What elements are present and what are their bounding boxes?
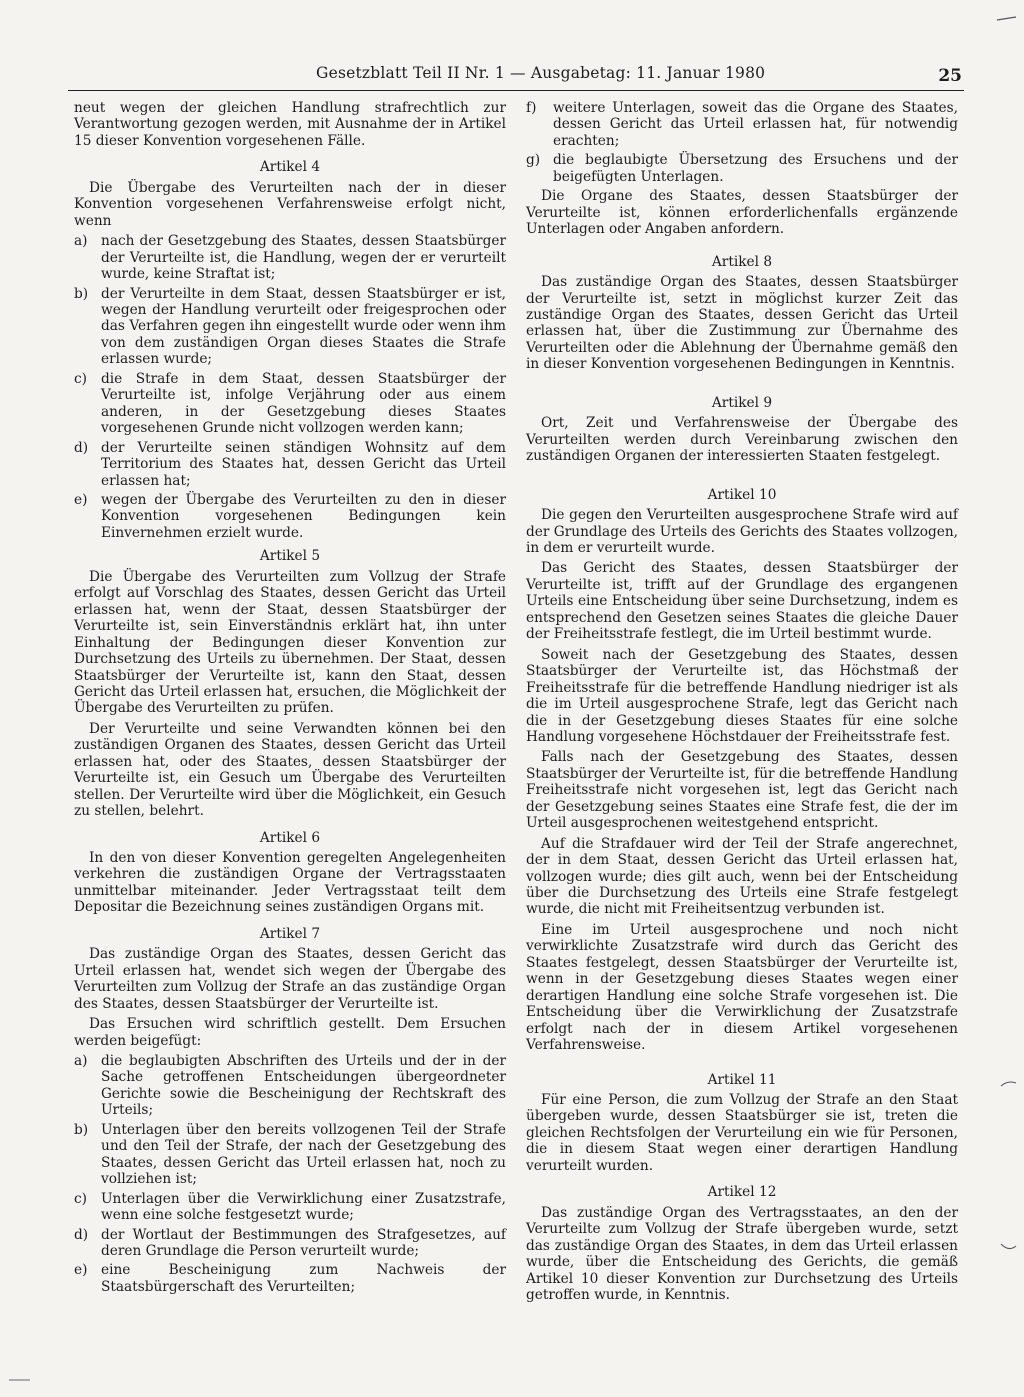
paragraph: Ort, Zeit und Verfahrensweise der Übergabe des Verurteilten werden durch Vereinbarung zwischen den zuständigen Organen der interessierten Staaten festgelegt. xyxy=(526,415,958,465)
article-heading: Artikel 9 xyxy=(711,394,773,411)
article-heading: Artikel 11 xyxy=(707,1071,777,1088)
paragraph: Eine im Urteil ausgesprochene und noch nicht verwirklichte Zusatzstrafe wird durch das Gericht des Staates festgelegt, dessen Staatsbürger der Verurteilte ist, wenn in der Gesetzgebung dieses Staates wegen einer derartigen Handlung eine solche Strafe vorgesehen ist. Die Entscheidung über die Verwirklichung der Zusatzstrafe erfolgt nach der in diesem Artikel vorgesehenen Verfahrensweise. xyxy=(526,921,958,1054)
list-item xyxy=(74,1227,506,1260)
list-item-text: die Strafe in dem Staat, dessen Staatsbürger der Verurteilte ist, infolge Verjährung oder aus einem anderen, in der Gesetzgebung dieses Staates vorgesehenen Grunde nicht vollzogen werden kann; xyxy=(101,370,506,437)
list-item-text: Unterlagen über die Verwirklichung einer Zusatzstrafe, wenn eine solche festgesetzt wurde; xyxy=(101,1190,506,1224)
list-item-label: b) xyxy=(74,285,89,302)
list-item-label: d) xyxy=(74,1226,89,1243)
paragraph: Für eine Person, die zum Vollzug der Strafe an den Staat übergeben wurde, dessen Staatsbürger sie ist, treten die gleichen Rechtsfolgen der Verurteilung ein wie für Personen, die in diesem Staat wegen einer derartigen Handlung verurteilt wurden. xyxy=(526,1092,958,1174)
list-item xyxy=(74,233,506,282)
list-item-text: der Verurteilte in dem Staat, dessen Staatsbürger er ist, wegen der Handlung verurteilt oder freigesprochen oder das Verfahren gegen ihn eingestellt wurde oder wenn ihm von dem zuständigen Organ dieses Staates die Strafe erlassen wurde; xyxy=(101,285,506,368)
paragraph: Das Ersuchen wird schriftlich gestellt. Dem Ersuchen werden beigefügt: xyxy=(74,1016,506,1049)
article-heading: Artikel 7 xyxy=(259,925,321,942)
page-number: 25 xyxy=(938,66,962,86)
list-item-text: eine Bescheinigung zum Nachweis der Staatsbürgerschaft des Verurteilten; xyxy=(101,1262,506,1295)
list-item-label: b) xyxy=(74,1121,89,1138)
paragraph: Das Gericht des Staates, dessen Staatsbürger der Verurteilte ist, trifft auf der Grundlage des ergangenen Urteils eine Entscheidung über seine Durchsetzung, indem es entsprechend den Gesetzen seines Staates die gleiche Dauer der Freiheitsstrafe festlegt, die im Urteil bestimmt wurde. xyxy=(526,560,958,643)
list-item-text: die beglaubigte Übersetzung des Ersuchens und der beigefügten Unterlagen. xyxy=(553,152,958,185)
list-item-label: g) xyxy=(526,152,541,169)
article-heading: Artikel 8 xyxy=(711,253,773,270)
list-item-text: die beglaubigten Abschriften des Urteils und der in der Sache getroffenen Entscheidungen übergeordneter Gerichte sowie die Bescheinigung der Rechtskraft des Urteils; xyxy=(101,1053,506,1119)
list-item-label: c) xyxy=(74,370,88,387)
article-heading: Artikel 10 xyxy=(707,486,777,503)
article-heading: Artikel 5 xyxy=(259,548,321,565)
list-item xyxy=(74,1122,506,1188)
article-heading: Artikel 12 xyxy=(707,1184,777,1201)
list-item-label: a) xyxy=(74,233,88,250)
list-item-text: nach der Gesetzgebung des Staates, dessen Staatsbürger der Verurteilte ist, die Handlung, wegen der er verurteilt wurde, keine Straftat ist; xyxy=(101,233,506,283)
left-column xyxy=(74,100,506,1298)
list-item-label: e) xyxy=(74,1262,88,1279)
scan-mark xyxy=(996,14,1018,26)
list-item xyxy=(526,152,958,185)
paragraph: Das zuständige Organ des Staates, dessen Gericht das Urteil erlassen hat, wendet sich wegen der Übergabe des Verurteilten zum Vollzug der Strafe an das zuständige Organ des Staates, dessen Staatsbürger der Verurteilte ist. xyxy=(74,946,506,1012)
list-item-text: der Verurteilte seinen ständigen Wohnsitz auf dem Territorium des Staates hat, dessen Gericht das Urteil erlassen hat; xyxy=(101,439,506,489)
article-heading: Artikel 4 xyxy=(259,159,321,176)
list-item xyxy=(74,286,506,368)
list-item-text: der Wortlaut der Bestimmungen des Strafgesetzes, auf deren Grundlage die Person verurteilt wurde; xyxy=(101,1226,506,1259)
paragraph: Der Verurteilte und seine Verwandten können bei den zuständigen Organen des Staates, dessen Gericht das Urteil erlassen hat, oder des Staates, dessen Staatsbürger der Verurteilte ist, ein Gesuch um Übergabe des Verurteilten stellen. Der Verurteilte wird über die Möglichkeit, ein Gesuch zu stellen, belehrt. xyxy=(74,720,506,820)
paragraph: Die gegen den Verurteilten ausgesprochene Strafe wird auf der Grundlage des Urteils des Gerichts des Staates vollzogen, in dem er verurteilt wurde. xyxy=(526,507,958,556)
paragraph: Soweit nach der Gesetzgebung des Staates, dessen Staatsbürger der Verurteilte ist, das Höchstmaß der Freiheitsstrafe für die betreffende Handlung niedriger ist als die im Urteil ausgesprochene Strafe, legt das Gericht nach die in der Gesetzgebung dieses Staates für eine solche Handlung vorgesehene Höchstdauer der Freiheitsstrafe fest. xyxy=(526,646,958,745)
list-item xyxy=(74,371,506,437)
list-item-text: weitere Unterlagen, soweit das die Organe des Staates, dessen Gericht das Urteil erlassen hat, für notwendig erachten; xyxy=(553,100,958,149)
list-item xyxy=(74,492,506,541)
list-item xyxy=(74,440,506,489)
scan-mark xyxy=(1000,1240,1018,1254)
list-item-label: a) xyxy=(74,1053,88,1070)
list-item-text: Unterlagen über den bereits vollzogenen Teil der Strafe und den Teil der Strafe, der nach der Gesetzgebung des Staates, dessen Gericht das Urteil erlassen hat, noch zu vollziehen ist; xyxy=(101,1121,506,1188)
paragraph: Die Übergabe des Verurteilten zum Vollzug der Strafe erfolgt auf Vorschlag des Staates, dessen Gericht das Urteil erlassen hat, wenn der Staat, dessen Staatsbürger der Verurteilte ist, sein Einverständnis erklärt hat, ihn unter Einhaltung der Bedingungen dieser Konvention zur Durchsetzung des Urteils zu übernehmen. Der Staat, dessen Staatsbürger der Verurteilte ist, kann den Staat, dessen Gericht das Urteil erlassen hat, ersuchen, die Möglichkeit der Übergabe des Verurteilten zu prüfen. xyxy=(74,568,506,717)
header-title: Gesetzblatt Teil II Nr. 1 — Ausgabetag: 11. Januar 1980 xyxy=(316,64,766,82)
paragraph: Das zuständige Organ des Vertragsstaates, an den der Verurteilte zum Vollzug der Strafe übergeben wurde, setzt das zuständige Organ des Staates, in dem das Urteil erlassen wurde, über die Entscheidung des Gerichts, die gemäß Artikel 10 dieser Konvention zur Durchsetzung des Urteils getroffen wurde, in Kenntnis. xyxy=(526,1204,958,1303)
paragraph: neut wegen der gleichen Handlung strafrechtlich zur Verantwortung gezogen werden, mit Ausnahme der in Artikel 15 dieser Konvention vorgesehenen Fälle. xyxy=(74,100,506,149)
paragraph: Auf die Strafdauer wird der Teil der Strafe angerechnet, der in dem Staat, dessen Gericht das Urteil erlassen hat, vollzogen wurde; dies gilt auch, wenn bei der Entscheidung über die Durchsetzung des Urteils eine Strafe festgelegt wurde, die nicht mit Freiheitsentzug verbunden ist. xyxy=(526,835,958,918)
list-item-label: e) xyxy=(74,491,88,508)
paragraph: Das zuständige Organ des Staates, dessen Staatsbürger der Verurteilte ist, setzt in möglichst kurzer Zeit das zuständige Organ des Staates, dessen Gericht das Urteil erlassen hat, über die Zustimmung zur Übernahme des Verurteilten oder die Ablehnung der Übernahme gemäß den in dieser Konvention vorgesehenen Bedingungen in Kenntnis. xyxy=(526,274,958,373)
article-heading: Artikel 6 xyxy=(259,829,321,846)
paragraph: In den von dieser Konvention geregelten Angelegenheiten verkehren die zuständigen Organe der Vertragsstaaten unmittelbar miteinander. Jeder Vertragsstaat teilt dem Depositar die Bezeichnung seines zuständigen Organs mit. xyxy=(74,850,506,916)
list-item-label: c) xyxy=(74,1190,88,1207)
page-header xyxy=(68,60,964,91)
list-item xyxy=(74,1053,506,1119)
list-item xyxy=(526,100,958,149)
right-column xyxy=(526,100,958,1307)
list-item xyxy=(74,1262,506,1295)
scan-mark xyxy=(8,1375,32,1385)
scan-mark xyxy=(1000,1078,1018,1090)
list-item-text: wegen der Übergabe des Verurteilten zu den in dieser Konvention vorgesehenen Bedingungen kein Einvernehmen erzielt wurde. xyxy=(101,491,506,541)
paragraph: Falls nach der Gesetzgebung des Staates, dessen Staatsbürger der Verurteilte ist, für die betreffende Handlung Freiheitsstrafe nicht vorgesehen ist, legt das Gericht nach der Gesetzgebung seines Staates eine Strafe fest, die der im Urteil ausgesprochenen weitestgehend entspricht. xyxy=(526,749,958,832)
list-item-label: d) xyxy=(74,439,89,456)
list-item xyxy=(74,1191,506,1224)
list-item-label: f) xyxy=(526,100,537,116)
paragraph: Die Organe des Staates, dessen Staatsbürger der Verurteilte ist, können erforderlichenfalls ergänzende Unterlagen oder Angaben anfordern. xyxy=(526,188,958,238)
paragraph: Die Übergabe des Verurteilten nach der in dieser Konvention vorgesehenen Verfahrensweise erfolgt nicht, wenn xyxy=(74,179,506,229)
